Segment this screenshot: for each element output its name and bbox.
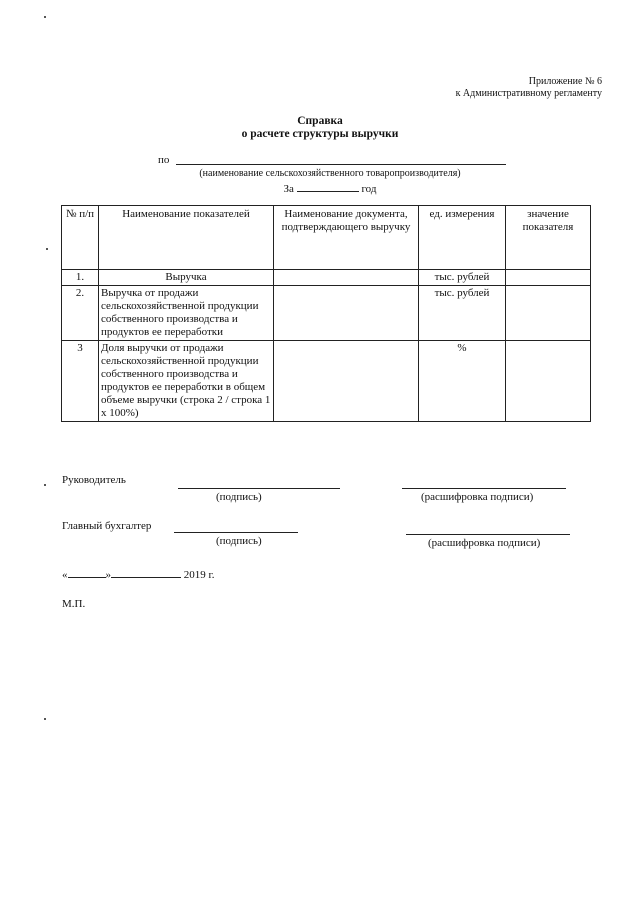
head-signature-hint: (подпись) — [216, 491, 262, 503]
row-name: Выручка — [99, 270, 274, 286]
row-num: 3 — [62, 341, 99, 422]
header-value: значение показателя — [506, 206, 591, 270]
accountant-decode-hint: (расшифровка подписи) — [428, 537, 541, 549]
head-signature-field[interactable] — [178, 488, 340, 489]
document-title — [0, 115, 640, 141]
appendix-line-2: к Административному регламенту — [455, 88, 602, 99]
scan-speck — [44, 16, 46, 18]
row-num: 1. — [62, 270, 99, 286]
header-name: Наименование показателей — [99, 206, 274, 270]
row-value-cell[interactable] — [506, 270, 591, 286]
scan-speck — [44, 718, 46, 720]
table-row — [62, 286, 591, 341]
header-unit: ед. измерения — [419, 206, 506, 270]
title-line-1: Справка — [297, 115, 343, 127]
date-month-field[interactable] — [111, 567, 181, 578]
row-name: Выручка от продажи сельскохозяйственной продукции собственного производства и продуктов ее переработки — [99, 286, 274, 341]
stamp-place: М.П. — [62, 598, 86, 610]
date-line — [62, 567, 215, 581]
period-suffix: год — [361, 183, 377, 195]
row-document-cell[interactable] — [274, 286, 419, 341]
scan-speck — [44, 484, 46, 486]
revenue-structure-table — [61, 205, 591, 422]
date-day-field[interactable] — [68, 567, 106, 578]
head-decode-field[interactable] — [402, 488, 566, 489]
header-document: Наименование документа, подтверждающего выручку — [274, 206, 419, 270]
producer-name-field[interactable] — [176, 164, 506, 165]
period-year-field[interactable] — [297, 181, 359, 192]
scan-speck — [46, 248, 48, 250]
accountant-decode-field[interactable] — [406, 534, 570, 535]
producer-prefix: по — [158, 154, 170, 166]
period-prefix: За — [283, 183, 294, 195]
row-value-cell[interactable] — [506, 286, 591, 341]
row-value-cell[interactable] — [506, 341, 591, 422]
date-open-quote: « — [62, 569, 68, 581]
head-label: Руководитель — [62, 474, 126, 486]
accountant-signature-field[interactable] — [174, 532, 298, 533]
table-row — [62, 341, 591, 422]
row-document-cell[interactable] — [274, 341, 419, 422]
table-row — [62, 270, 591, 286]
header-num: № п/п — [62, 206, 99, 270]
accountant-signature-hint: (подпись) — [216, 535, 262, 547]
head-decode-hint: (расшифровка подписи) — [421, 491, 534, 503]
row-num: 2. — [62, 286, 99, 341]
title-line-2: о расчете структуры выручки — [241, 128, 399, 140]
period-line — [0, 181, 640, 195]
table-header-row — [62, 206, 591, 270]
row-unit: тыс. рублей — [419, 286, 506, 341]
row-document-cell[interactable] — [274, 270, 419, 286]
row-name: Доля выручки от продажи сельскохозяйственной продукции собственного производства и продуктов ее переработки в общем объеме выручки (строка 2 / строка 1 х 100%) — [99, 341, 274, 422]
appendix-note — [456, 76, 602, 100]
date-year: 2019 г. — [183, 569, 215, 581]
row-unit: % — [419, 341, 506, 422]
date-close-quote: » — [105, 569, 111, 581]
row-unit: тыс. рублей — [419, 270, 506, 286]
producer-hint: (наименование сельскохозяйственного товаропроизводителя) — [199, 168, 461, 179]
accountant-label: Главный бухгалтер — [62, 520, 152, 532]
appendix-line-1: Приложение № 6 — [528, 76, 602, 87]
